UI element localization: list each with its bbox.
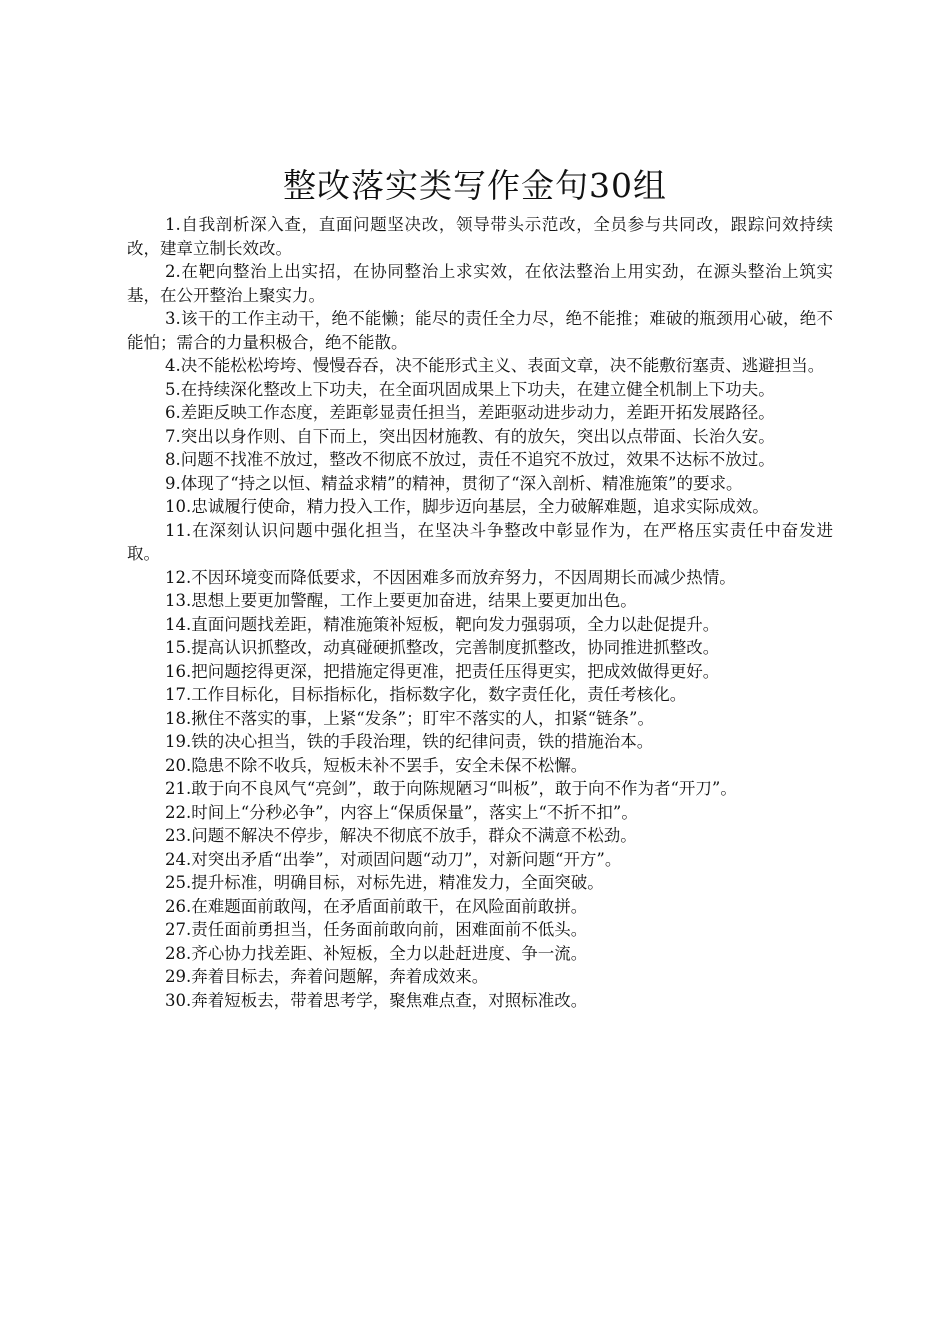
list-item: 18.揪住不落实的事，上紧“发条”；盯牢不落实的人，扣紧“链条”。: [165, 708, 654, 728]
list-item: 4.决不能松松垮垮、慢慢吞吞，决不能形式主义、表面文章，决不能敷衍塞责、逃避担当。: [165, 356, 825, 375]
list-item: 23.问题不解决不停步，解决不彻底不放手，群众不满意不松劲。: [165, 826, 637, 845]
list-item: 2.在靶向整治上出实招，在协同整治上求实效，在依法整治上用实劲，在源头整治上筑实基，在公开整治上聚实力。: [127, 262, 833, 305]
list-item: 25.提升标准，明确目标，对标先进，精准发力，全面突破。: [165, 873, 604, 892]
list-item: 8.问题不找准不放过，整改不彻底不放过，责任不追究不放过，效果不达标不放过。: [165, 450, 775, 469]
list-item: 21.敢于向不良风气“亮剑”，敢于向陈规陋习“叫板”，敢于向不作为者“开刀”。: [165, 779, 737, 798]
list-item: 10.忠诚履行使命，精力投入工作，脚步迈向基层，全力破解难题，追求实际成效。: [165, 497, 769, 516]
list-item: 19.铁的决心担当，铁的手段治理，铁的纪律问责，铁的措施治本。: [165, 732, 654, 751]
list-item: 17.工作目标化，目标指标化，指标数字化，数字责任化，责任考核化。: [165, 685, 687, 704]
list-item: 27.责任面前勇担当，任务面前敢向前，困难面前不低头。: [165, 920, 588, 939]
list-item: 6.差距反映工作态度，差距彰显责任担当，差距驱动进步动力，差距开拓发展路径。: [165, 403, 775, 422]
list-item: 24.对突出矛盾“出拳”，对顽固问题“动刀”，对新问题“开方”。: [165, 849, 622, 869]
list-item: 14.直面问题找差距，精准施策补短板，靶向发力强弱项，全力以赴促提升。: [165, 614, 720, 634]
list-item: 7.突出以身作则、自下而上，突出因材施教、有的放矢，突出以点带面、长治久安。: [165, 426, 775, 446]
list-item: 13.思想上要更加警醒，工作上要更加奋进，结果上要更加出色。: [165, 591, 637, 610]
list-item: 22.时间上“分秒必争”，内容上“保质保量”，落实上“不折不扣”。: [165, 802, 638, 822]
list-item: 5.在持续深化整改上下功夫，在全面巩固成果上下功夫，在建立健全机制上下功夫。: [165, 379, 775, 399]
list-item: 15.提高认识抓整改，动真碰硬抓整改，完善制度抓整改，协同推进抓整改。: [165, 638, 720, 657]
list-item: 12.不因环境变而降低要求，不因困难多而放弃努力，不因周期长而减少热情。: [165, 567, 736, 587]
document-title: 整改落实类写作金句30组: [283, 166, 667, 205]
list-item: 30.奔着短板去，带着思考学，聚焦难点查，对照标准改。: [165, 990, 588, 1010]
list-item: 3.该干的工作主动干，绝不能懒；能尽的责任全力尽，绝不能推；难破的瓶颈用心破，绝不能怕；需合的力量积极合，绝不能散。: [127, 309, 833, 352]
list-item: 1.自我剖析深入查，直面问题坚决改，领导带头示范改，全员参与共同改，跟踪问效持续改，建章立制长效改。: [127, 215, 833, 258]
list-item: 29.奔着目标去，奔着问题解，奔着成效来。: [165, 967, 489, 986]
list-item: 26.在难题面前敢闯，在矛盾面前敢干，在风险面前敢拼。: [165, 896, 588, 916]
sentence-list: [127, 213, 833, 1012]
list-item: 16.把问题挖得更深，把措施定得更准，把责任压得更实，把成效做得更好。: [165, 661, 720, 681]
list-item: 11.在深刻认识问题中强化担当，在坚决斗争整改中彰显作为，在严格压实责任中奋发进取。: [127, 520, 833, 563]
list-item: 9.体现了“持之以恒、精益求精”的精神，贯彻了“深入剖析、精准施策”的要求。: [165, 473, 743, 493]
list-item: 28.齐心协力找差距、补短板，全力以赴赶进度、争一流。: [165, 943, 588, 963]
list-item: 20.隐患不除不收兵，短板未补不罢手，安全未保不松懈。: [165, 755, 588, 775]
